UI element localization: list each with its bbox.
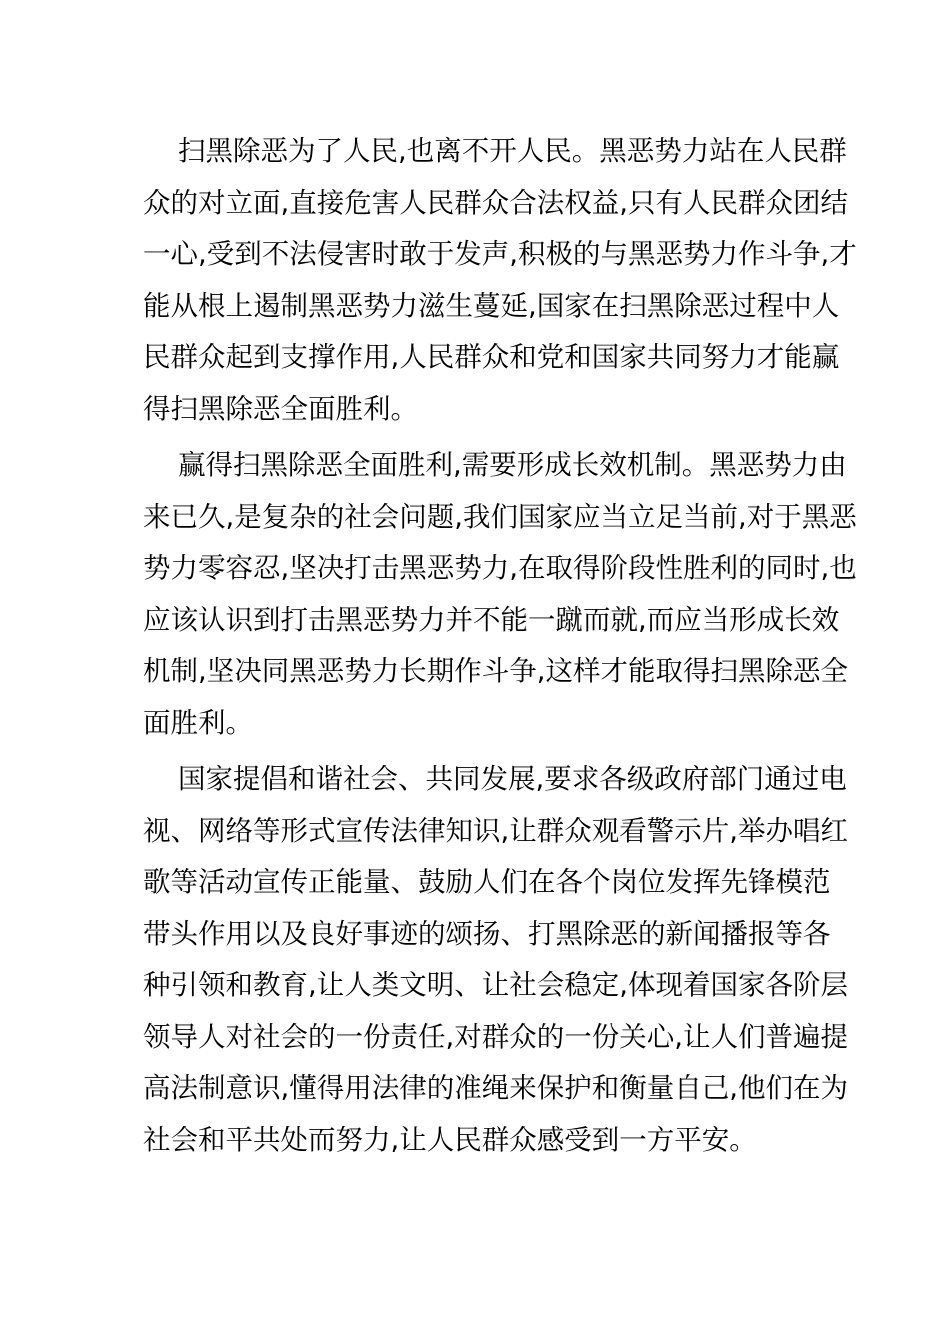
text-line: 国家提倡和谐社会、共同发展,要求各级政府部门通过电 [178,763,847,795]
text-line: 种引领和教育,让人类文明、让社会稳定,体现着国家各阶层 [143,969,848,1001]
text-line: 高法制意识,懂得用法律的准绳来保护和衡量自己,他们在为 [143,1072,848,1104]
text-line: 应该认识到打击黑恶势力并不能一蹴而就,而应当形成长效 [143,603,840,636]
text-line: 扫黑除恶为了人民,也离不开人民。黑恶势力站在人民群 [178,135,847,167]
text-line: 势力零容忍,坚决打击黑恶势力,在取得阶段性胜利的同时,也 [143,552,857,584]
text-line: 众的对立面,直接危害人民群众合法权益,只有人民群众团结 [143,186,848,219]
text-line: 带头作用以及良好事迹的颂扬、打黑除恶的新闻播报等各 [143,917,831,950]
text-line: 得扫黑除恶全面胜利。 [143,392,418,425]
text-line: 赢得扫黑除恶全面胜利,需要形成长效机制。黑恶势力由 [178,449,847,481]
text-line: 社会和平共处而努力,让人民群众感受到一方平安。 [143,1123,757,1156]
text-line: 民群众起到支撑作用,人民群众和党和国家共同努力才能赢 [143,341,840,373]
text-line: 来已久,是复杂的社会问题,我们国家应当立足当前,对于黑恶 [143,500,857,533]
text-line: 领导人对社会的一份责任,对群众的一份关心,让人们普遍提 [143,1020,848,1053]
text-line: 一心,受到不法侵害时敢于发声,积极的与黑恶势力作斗争,才 [143,238,857,270]
text-line: 面胜利。 [143,706,253,739]
text-line: 歌等活动宣传正能量、鼓励人们在各个岗位发挥先锋模范 [143,866,831,898]
paragraph-3 [143,754,848,1166]
text-line: 视、网络等形式宣传法律知识,让群众观看警示片,举办唱红 [143,814,848,847]
paragraph-2 [143,440,857,749]
text-line: 机制,坚决同黑恶势力长期作斗争,这样才能取得扫黑除恶全 [143,655,848,687]
text-line: 能从根上遏制黑恶势力滋生蔓延,国家在扫黑除恶过程中人 [143,289,840,322]
document-body [143,126,857,1171]
paragraph-1 [143,126,857,435]
